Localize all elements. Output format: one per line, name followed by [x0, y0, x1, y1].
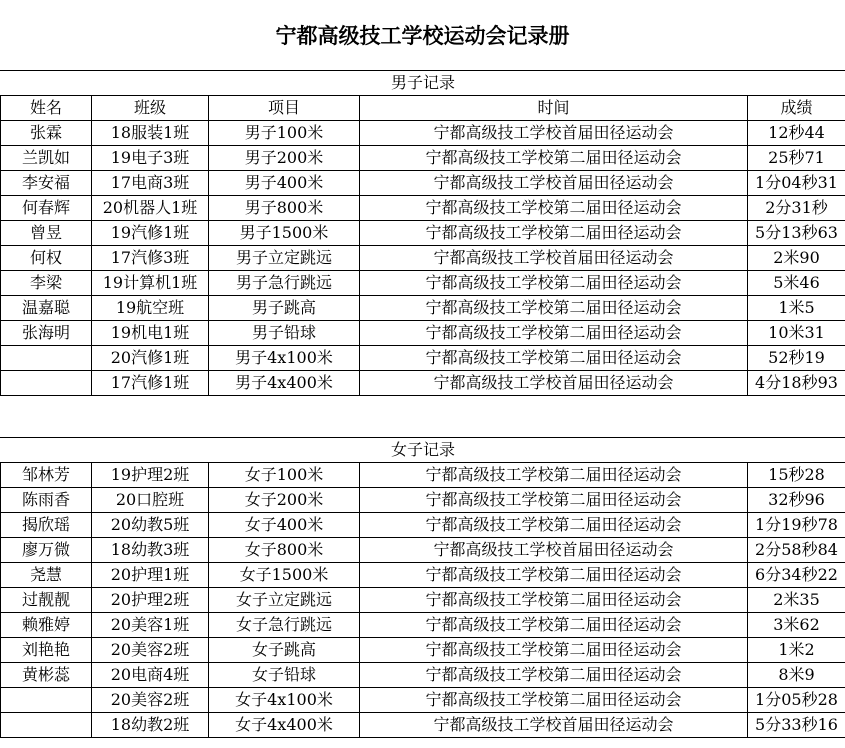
result-cell: 8米9 [748, 663, 845, 688]
event-cell: 男子立定跳远 [209, 246, 360, 271]
event-cell: 男子急行跳远 [209, 271, 360, 296]
table-row [1, 638, 845, 663]
meet-cell: 宁都高级技工学校第二届田径运动会 [360, 196, 748, 221]
class-cell: 17电商3班 [92, 171, 209, 196]
class-cell: 17汽修3班 [92, 246, 209, 271]
event-cell: 男子400米 [209, 171, 360, 196]
name-cell: 何春辉 [1, 196, 92, 221]
event-cell: 女子急行跳远 [209, 613, 360, 638]
event-cell: 男子1500米 [209, 221, 360, 246]
name-cell: 尧慧 [1, 563, 92, 588]
result-cell: 2分31秒 [748, 196, 845, 221]
section-row [1, 71, 845, 96]
meet-cell: 宁都高级技工学校首届田径运动会 [360, 171, 748, 196]
name-cell: 何权 [1, 246, 92, 271]
meet-cell: 宁都高级技工学校第二届田径运动会 [360, 346, 748, 371]
table-row [1, 713, 845, 738]
table-row [1, 371, 845, 396]
event-cell: 女子立定跳远 [209, 588, 360, 613]
meet-cell: 宁都高级技工学校首届田径运动会 [360, 538, 748, 563]
event-cell: 女子1500米 [209, 563, 360, 588]
meet-cell: 宁都高级技工学校第二届田径运动会 [360, 638, 748, 663]
meet-cell: 宁都高级技工学校第二届田径运动会 [360, 221, 748, 246]
meet-cell: 宁都高级技工学校首届田径运动会 [360, 246, 748, 271]
table-row [1, 588, 845, 613]
result-cell: 2米35 [748, 588, 845, 613]
event-cell: 女子4x100米 [209, 688, 360, 713]
event-cell: 女子800米 [209, 538, 360, 563]
class-cell: 20护理1班 [92, 563, 209, 588]
meet-cell: 宁都高级技工学校第二届田径运动会 [360, 688, 748, 713]
class-cell: 19航空班 [92, 296, 209, 321]
name-cell: 张霖 [1, 121, 92, 146]
name-cell: 曾昱 [1, 221, 92, 246]
class-cell: 18服装1班 [92, 121, 209, 146]
name-cell: 黄彬蕊 [1, 663, 92, 688]
name-cell: 张海明 [1, 321, 92, 346]
table-row [1, 488, 845, 513]
class-cell: 19机电1班 [92, 321, 209, 346]
event-cell: 男子100米 [209, 121, 360, 146]
class-cell: 19护理2班 [92, 463, 209, 488]
meet-cell: 宁都高级技工学校第二届田径运动会 [360, 463, 748, 488]
meet-cell: 宁都高级技工学校首届田径运动会 [360, 121, 748, 146]
event-cell: 女子200米 [209, 488, 360, 513]
female-section-title: 女子记录 [1, 438, 845, 463]
header-row [1, 96, 845, 121]
result-cell: 5分33秒16 [748, 713, 845, 738]
meet-cell: 宁都高级技工学校首届田径运动会 [360, 371, 748, 396]
class-cell: 20口腔班 [92, 488, 209, 513]
name-cell: 陈雨香 [1, 488, 92, 513]
section-row [1, 438, 845, 463]
table-row [1, 296, 845, 321]
meet-cell: 宁都高级技工学校第二届田径运动会 [360, 488, 748, 513]
header-class: 班级 [92, 96, 209, 121]
class-cell: 20幼教5班 [92, 513, 209, 538]
table-row [1, 321, 845, 346]
name-cell: 赖雅婷 [1, 613, 92, 638]
result-cell: 1分19秒78 [748, 513, 845, 538]
event-cell: 男子4x400米 [209, 371, 360, 396]
female-records-table [0, 437, 845, 738]
meet-cell: 宁都高级技工学校第二届田径运动会 [360, 663, 748, 688]
name-cell [1, 688, 92, 713]
result-cell: 25秒71 [748, 146, 845, 171]
meet-cell: 宁都高级技工学校第二届田径运动会 [360, 613, 748, 638]
table-row [1, 246, 845, 271]
table-row [1, 663, 845, 688]
table-row [1, 171, 845, 196]
male-section-title: 男子记录 [1, 71, 845, 96]
male-records-table [0, 70, 845, 396]
result-cell: 32秒96 [748, 488, 845, 513]
name-cell: 温嘉聪 [1, 296, 92, 321]
name-cell [1, 713, 92, 738]
table-row [1, 271, 845, 296]
result-cell: 3米62 [748, 613, 845, 638]
class-cell: 20机器人1班 [92, 196, 209, 221]
event-cell: 女子跳高 [209, 638, 360, 663]
result-cell: 5分13秒63 [748, 221, 845, 246]
result-cell: 10米31 [748, 321, 845, 346]
meet-cell: 宁都高级技工学校第二届田径运动会 [360, 513, 748, 538]
result-cell: 15秒28 [748, 463, 845, 488]
meet-cell: 宁都高级技工学校第二届田径运动会 [360, 296, 748, 321]
result-cell: 4分18秒93 [748, 371, 845, 396]
result-cell: 52秒19 [748, 346, 845, 371]
result-cell: 12秒44 [748, 121, 845, 146]
name-cell: 刘艳艳 [1, 638, 92, 663]
table-row [1, 196, 845, 221]
header-meet: 时间 [360, 96, 748, 121]
class-cell: 19计算机1班 [92, 271, 209, 296]
meet-cell: 宁都高级技工学校第二届田径运动会 [360, 588, 748, 613]
meet-cell: 宁都高级技工学校第二届田径运动会 [360, 146, 748, 171]
table-row [1, 463, 845, 488]
result-cell: 2米90 [748, 246, 845, 271]
result-cell: 1米2 [748, 638, 845, 663]
table-row [1, 221, 845, 246]
name-cell [1, 346, 92, 371]
result-cell: 6分34秒22 [748, 563, 845, 588]
event-cell: 男子800米 [209, 196, 360, 221]
class-cell: 18幼教2班 [92, 713, 209, 738]
name-cell [1, 371, 92, 396]
table-row [1, 121, 845, 146]
result-cell: 5米46 [748, 271, 845, 296]
class-cell: 20美容2班 [92, 638, 209, 663]
result-cell: 2分58秒84 [748, 538, 845, 563]
table-row [1, 688, 845, 713]
event-cell: 男子4x100米 [209, 346, 360, 371]
meet-cell: 宁都高级技工学校第二届田径运动会 [360, 321, 748, 346]
class-cell: 17汽修1班 [92, 371, 209, 396]
event-cell: 男子200米 [209, 146, 360, 171]
table-row [1, 513, 845, 538]
event-cell: 女子100米 [209, 463, 360, 488]
result-cell: 1米5 [748, 296, 845, 321]
table-row [1, 538, 845, 563]
name-cell: 李梁 [1, 271, 92, 296]
name-cell: 兰凯如 [1, 146, 92, 171]
table-row [1, 146, 845, 171]
class-cell: 20护理2班 [92, 588, 209, 613]
class-cell: 18幼教3班 [92, 538, 209, 563]
name-cell: 过靓靓 [1, 588, 92, 613]
event-cell: 男子铅球 [209, 321, 360, 346]
table-row [1, 563, 845, 588]
meet-cell: 宁都高级技工学校首届田径运动会 [360, 713, 748, 738]
event-cell: 女子400米 [209, 513, 360, 538]
class-cell: 19电子3班 [92, 146, 209, 171]
result-cell: 1分04秒31 [748, 171, 845, 196]
event-cell: 男子跳高 [209, 296, 360, 321]
class-cell: 19汽修1班 [92, 221, 209, 246]
table-row [1, 346, 845, 371]
meet-cell: 宁都高级技工学校第二届田径运动会 [360, 271, 748, 296]
name-cell: 邹林芳 [1, 463, 92, 488]
meet-cell: 宁都高级技工学校第二届田径运动会 [360, 563, 748, 588]
event-cell: 女子4x400米 [209, 713, 360, 738]
class-cell: 20美容1班 [92, 613, 209, 638]
class-cell: 20美容2班 [92, 688, 209, 713]
name-cell: 廖万微 [1, 538, 92, 563]
name-cell: 揭欣瑶 [1, 513, 92, 538]
page-title: 宁都高级技工学校运动会记录册 [275, 24, 570, 48]
event-cell: 女子铅球 [209, 663, 360, 688]
header-result: 成绩 [748, 96, 845, 121]
class-cell: 20汽修1班 [92, 346, 209, 371]
header-name: 姓名 [1, 96, 92, 121]
table-row [1, 613, 845, 638]
header-event: 项目 [209, 96, 360, 121]
class-cell: 20电商4班 [92, 663, 209, 688]
result-cell: 1分05秒28 [748, 688, 845, 713]
name-cell: 李安福 [1, 171, 92, 196]
